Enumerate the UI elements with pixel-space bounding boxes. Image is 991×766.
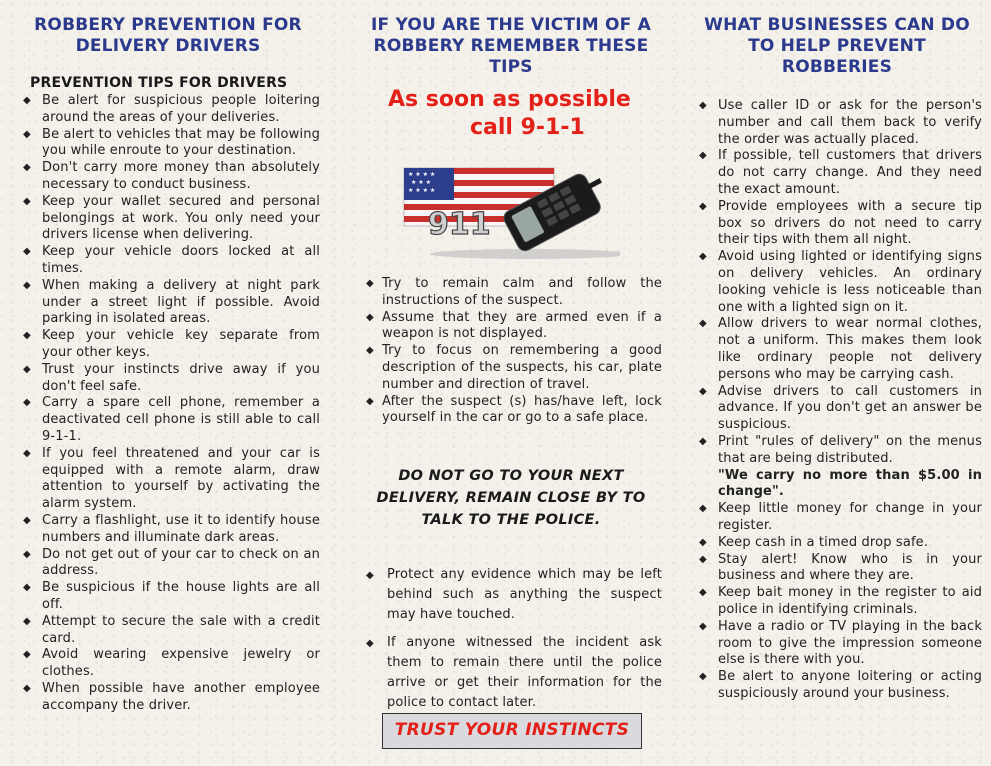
diamond-bullet-icon: ◆: [366, 345, 374, 357]
business-tips-list: [692, 98, 982, 703]
list-item: ◆ If you feel threatened and your car is equipped with a remote alarm, draw attention to yourself by activating the alarm system.: [23, 445, 320, 512]
victim-tips-list: [360, 276, 662, 427]
diamond-bullet-icon: ◆: [23, 128, 31, 140]
evidence-tips-list: [360, 565, 662, 713]
cell-phone-flag-icon: [400, 162, 620, 262]
list-item: ◆ Protect any evidence which may be left behind such as anything the suspect may have touched.: [366, 567, 662, 623]
list-item: ◆ Don't carry more money than absolutely necessary to conduct business.: [23, 160, 320, 192]
diamond-bullet-icon: ◆: [23, 682, 31, 694]
diamond-bullet-icon: ◆: [23, 162, 31, 174]
list-item: ◆ If anyone witnessed the incident ask them to remain there until the police arrive or get their information for the police to contact later.: [366, 635, 662, 711]
list-item: ◆ Keep your vehicle key separate from your other keys.: [23, 328, 320, 360]
diamond-bullet-icon: ◆: [366, 570, 374, 582]
diamond-bullet-icon: ◆: [23, 95, 31, 106]
diamond-bullet-icon: ◆: [699, 587, 707, 599]
diamond-bullet-icon: ◆: [699, 435, 707, 447]
diamond-bullet-icon: ◆: [23, 195, 31, 207]
phone-911-illustration: [400, 162, 600, 252]
list-item: ◆ Avoid using lighted or identifying signs on delivery vehicles. An ordinary looking vehicle is less noticeable than one with a lighted sign on it.: [699, 249, 982, 315]
diamond-bullet-icon: ◆: [23, 279, 31, 291]
list-item: ◆ Keep little money for change in your register.: [699, 501, 982, 533]
diamond-bullet-icon: ◆: [699, 620, 707, 632]
diamond-bullet-icon: ◆: [23, 582, 31, 594]
list-item: ◆ Try to focus on remembering a good description of the suspects, his car, plate number and direction of travel.: [366, 343, 662, 392]
list-item: ◆ Be alert for suspicious people loitering around the areas of your deliveries.: [23, 93, 320, 125]
list-item: ◆ Have a radio or TV playing in the back room to give the impression someone else is there with you.: [699, 618, 982, 668]
list-item: ◆ Avoid wearing expensive jewelry or clothes.: [23, 647, 320, 680]
diamond-bullet-icon: ◆: [699, 251, 707, 263]
diamond-bullet-icon: ◆: [699, 100, 707, 111]
image-911-text: 911: [428, 207, 491, 242]
list-item: ◆ Keep your vehicle doors locked at all times.: [23, 244, 320, 276]
call-line-2: call 9-1-1: [470, 115, 585, 140]
list-item: ◆ Attempt to secure the sale with a credit card.: [23, 613, 320, 646]
list-item: ◆ Allow drivers to wear normal clothes, not a uniform. This makes them look like ordinary people not delivery persons who may be carrying cash.: [699, 316, 982, 382]
diamond-bullet-icon: ◆: [699, 503, 707, 515]
list-item: ◆ Be alert to anyone loitering or acting suspiciously around your business.: [699, 669, 982, 701]
list-item: ◆ Stay alert! Know who is in your business and where they are.: [699, 551, 982, 584]
list-item: ◆ When making a delivery at night park under a street light if possible. Avoid parking in isolated areas.: [23, 277, 320, 327]
list-item: ◆ Be suspicious if the house lights are all off.: [23, 580, 320, 612]
list-item: ◆ Advise drivers to call customers in advance. If you don't get an answer be suspicious.: [699, 383, 982, 433]
list-item: ◆ Keep your wallet secured and personal belongings at work. You only need your drivers license when delivering.: [23, 193, 320, 243]
list-item: ◆ If possible, tell customers that drivers do not carry change. And they need the exact amount.: [699, 148, 982, 197]
trust-instincts-box: TRUST YOUR INSTINCTS: [382, 713, 642, 749]
diamond-bullet-icon: ◆: [23, 330, 31, 342]
diamond-bullet-icon: ◆: [23, 615, 31, 627]
column-driver-tips: [16, 0, 320, 766]
diamond-bullet-icon: ◆: [366, 278, 374, 289]
diamond-bullet-icon: ◆: [23, 548, 31, 560]
diamond-bullet-icon: ◆: [699, 536, 707, 548]
list-item: ◆ Provide employees with a secure tip box so drivers do not need to carry their tips with them all night.: [699, 198, 982, 248]
list-item: ◆ Print "rules of delivery" on the menus that are being distributed. "We carry no more than $5.00 in change".: [699, 433, 982, 500]
list-item: ◆ Carry a spare cell phone, remember a deactivated cell phone is still able to call 9-1-1.: [23, 395, 320, 444]
diamond-bullet-icon: ◆: [23, 447, 31, 459]
diamond-bullet-icon: ◆: [23, 397, 31, 409]
list-item: ◆ When possible have another employee accompany the driver.: [23, 680, 320, 713]
diamond-bullet-icon: ◆: [699, 385, 707, 397]
list-item: ◆ After the suspect (s) has/have left, lock yourself in the car or go to a safe place.: [366, 393, 662, 426]
list-item: ◆ Be alert to vehicles that may be following you while enroute to your destination.: [23, 126, 320, 159]
column1-heading: ROBBERY PREVENTION FOR DELIVERY DRIVERS: [34, 15, 302, 56]
diamond-bullet-icon: ◆: [366, 311, 374, 323]
column-business-tips: [692, 0, 982, 766]
diamond-bullet-icon: ◆: [366, 395, 374, 407]
column1-subheading: PREVENTION TIPS FOR DRIVERS: [30, 75, 288, 91]
diamond-bullet-icon: ◆: [699, 553, 707, 565]
diamond-bullet-icon: ◆: [699, 150, 707, 162]
diamond-bullet-icon: ◆: [23, 246, 31, 258]
driver-tips-list: [16, 93, 320, 714]
list-item: ◆ Assume that they are armed even if a weapon is not displayed.: [366, 309, 662, 342]
list-item: ◆ Keep bait money in the register to aid police in identifying criminals.: [699, 585, 982, 617]
column3-heading: WHAT BUSINESSES CAN DO TO HELP PREVENT ROBBERIES: [704, 15, 970, 77]
column-victim-tips: [360, 0, 662, 766]
diamond-bullet-icon: ◆: [699, 671, 707, 683]
diamond-bullet-icon: ◆: [23, 363, 31, 375]
list-item: ◆ Keep cash in a timed drop safe.: [699, 534, 929, 550]
list-item: ◆ Carry a flashlight, use it to identify house numbers and illuminate dark areas.: [23, 512, 320, 545]
column2-heading: IF YOU ARE THE VICTIM OF A ROBBERY REMEMBER THESE TIPS: [371, 15, 651, 77]
diamond-bullet-icon: ◆: [366, 638, 374, 650]
diamond-bullet-icon: ◆: [699, 200, 707, 212]
warning-text: DO NOT GO TO YOUR NEXT DELIVERY, REMAIN CLOSE BY TO TALK TO THE POLICE.: [376, 468, 646, 529]
diamond-bullet-icon: ◆: [699, 318, 707, 330]
list-item: ◆ Do not get out of your car to check on an address.: [23, 546, 320, 579]
call-911-callout: [360, 86, 662, 142]
list-item: ◆ Trust your instincts drive away if you don't feel safe.: [23, 361, 320, 394]
list-item: ◆ Try to remain calm and follow the instructions of the suspect.: [366, 276, 662, 308]
svg-text:★ ★ ★ ★: ★ ★ ★ ★: [408, 171, 436, 178]
diamond-bullet-icon: ◆: [23, 649, 31, 661]
svg-text:★ ★ ★: ★ ★ ★: [411, 179, 431, 186]
rules-quote: "We carry no more than $5.00 in change".: [718, 467, 982, 500]
diamond-bullet-icon: ◆: [23, 514, 31, 526]
call-line-1: As soon as possible: [388, 87, 631, 112]
svg-text:★ ★ ★ ★: ★ ★ ★ ★: [408, 187, 436, 194]
list-item: ◆ Use caller ID or ask for the person's number and call them back to verify the order was actually placed.: [699, 98, 982, 147]
